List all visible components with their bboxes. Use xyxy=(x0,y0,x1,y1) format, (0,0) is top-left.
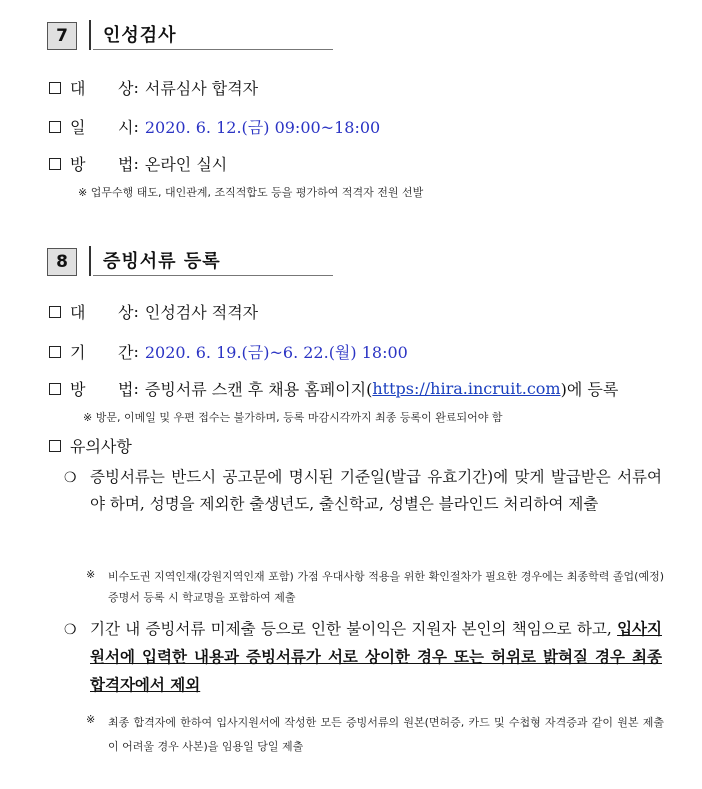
checkbox-square-icon xyxy=(49,346,61,358)
s8-caution-label: 유의사항 xyxy=(70,437,132,456)
s8-target-row xyxy=(49,300,258,323)
s8-method-note: ※ 방문, 이메일 및 우편 접수는 불가하며, 등록 마감시각까지 최종 등록이 완료되어야 함 xyxy=(83,411,503,424)
s7-method-label-1: 방 xyxy=(70,155,86,174)
section-7-number: 7 xyxy=(47,22,77,50)
s7-date-label-2: 시 xyxy=(118,118,134,137)
s7-target-row xyxy=(49,76,258,99)
s8-method-suffix: )에 등록 xyxy=(560,380,619,399)
colon: : xyxy=(133,78,139,97)
s8-period-label-1: 기 xyxy=(70,343,86,362)
colon: : xyxy=(133,154,139,173)
section-7-header xyxy=(47,20,333,50)
s7-note: ※ 업무수행 태도, 대인관계, 조직적합도 등을 평가하여 적격자 전원 선발 xyxy=(78,186,424,199)
circle-bullet-icon: ❍ xyxy=(64,622,77,638)
checkbox-square-icon xyxy=(49,383,61,395)
checkbox-square-icon xyxy=(49,121,61,133)
s8-method-prefix: 증빙서류 스캔 후 채용 홈페이지( xyxy=(144,380,373,399)
section-8-number: 8 xyxy=(47,248,77,276)
colon: : xyxy=(133,117,139,136)
s7-date-row xyxy=(49,115,380,138)
checkbox-square-icon xyxy=(49,440,61,452)
s8-caution-row xyxy=(49,434,132,457)
colon: : xyxy=(133,342,139,361)
s8-target-value: 인성검사 적격자 xyxy=(144,303,259,322)
section-7-divider xyxy=(89,20,91,50)
bullet-2-note: 최종 합격자에 한하여 입사지원서에 작성한 모든 증빙서류의 원본(면허증, 카드 및 수첩형 자격증과 같이 원본 제출이 어려울 경우 사본)을 임용일 당일 제출 xyxy=(108,716,664,753)
bullet-1-text: 증빙서류는 반드시 공고문에 명시된 기준일(발급 유효기간)에 맞게 발급받은 서류여야 하며, 성명을 제외한 출생년도, 출신학교, 성별은 블라인드 처리하여 제출 xyxy=(90,468,662,513)
bullet-1-note-mark: ※ xyxy=(86,568,96,581)
s8-method-label-1: 방 xyxy=(70,380,86,399)
s8-target-label-2: 상 xyxy=(118,303,134,322)
circle-bullet-icon: ❍ xyxy=(64,470,77,486)
bullet-1-note: 비수도권 지역인재(강원지역인재 포함) 가점 우대사항 적용을 위한 확인절차가 필요한 경우에는 최종학력 졸업(예정)증명서 등록 시 학교명을 포함하여 제출 xyxy=(108,570,664,604)
section-7-title-wrap xyxy=(93,21,333,50)
s7-method-value: 온라인 실시 xyxy=(144,155,228,174)
checkbox-square-icon xyxy=(49,158,61,170)
colon: : xyxy=(133,379,139,398)
section-8-header xyxy=(47,246,333,276)
bullet-2-note-mark: ※ xyxy=(86,713,96,726)
section-8-title: 증빙서류 등록 xyxy=(103,251,221,272)
s8-method-label-2: 법 xyxy=(118,380,134,399)
bullet-2-text xyxy=(90,615,662,699)
bullet-2-emphasis: 입사지원서에 입력한 내용과 증빙서류가 서로 상이한 경우 또는 허위로 밝혀질 경우 최종 합격자에서 제외 xyxy=(90,619,662,694)
section-7-title: 인성검사 xyxy=(103,25,177,46)
s7-target-label-1: 대 xyxy=(70,79,86,98)
checkbox-square-icon xyxy=(49,82,61,94)
s8-period-value: 2020. 6. 19.(금)~6. 22.(월) 18:00 xyxy=(144,343,408,362)
bullet-2-plain: 기간 내 증빙서류 미제출 등으로 인한 불이익은 지원자 본인의 책임으로 하고, xyxy=(90,620,618,638)
section-8-divider xyxy=(89,246,91,276)
s7-method-label-2: 법 xyxy=(118,155,134,174)
colon: : xyxy=(133,302,139,321)
s7-date-value: 2020. 6. 12.(금) 09:00~18:00 xyxy=(144,118,381,137)
s7-target-label-2: 상 xyxy=(118,79,134,98)
recruit-homepage-link[interactable]: https://hira.incruit.com xyxy=(372,379,561,398)
s8-period-row xyxy=(49,340,408,363)
s8-method-row xyxy=(49,377,618,400)
s7-method-row xyxy=(49,152,227,175)
s7-date-label-1: 일 xyxy=(70,118,86,137)
s8-period-label-2: 간 xyxy=(118,343,134,362)
checkbox-square-icon xyxy=(49,306,61,318)
s7-target-value: 서류심사 합격자 xyxy=(144,79,259,98)
section-8-title-wrap xyxy=(93,247,333,276)
s8-target-label-1: 대 xyxy=(70,303,86,322)
